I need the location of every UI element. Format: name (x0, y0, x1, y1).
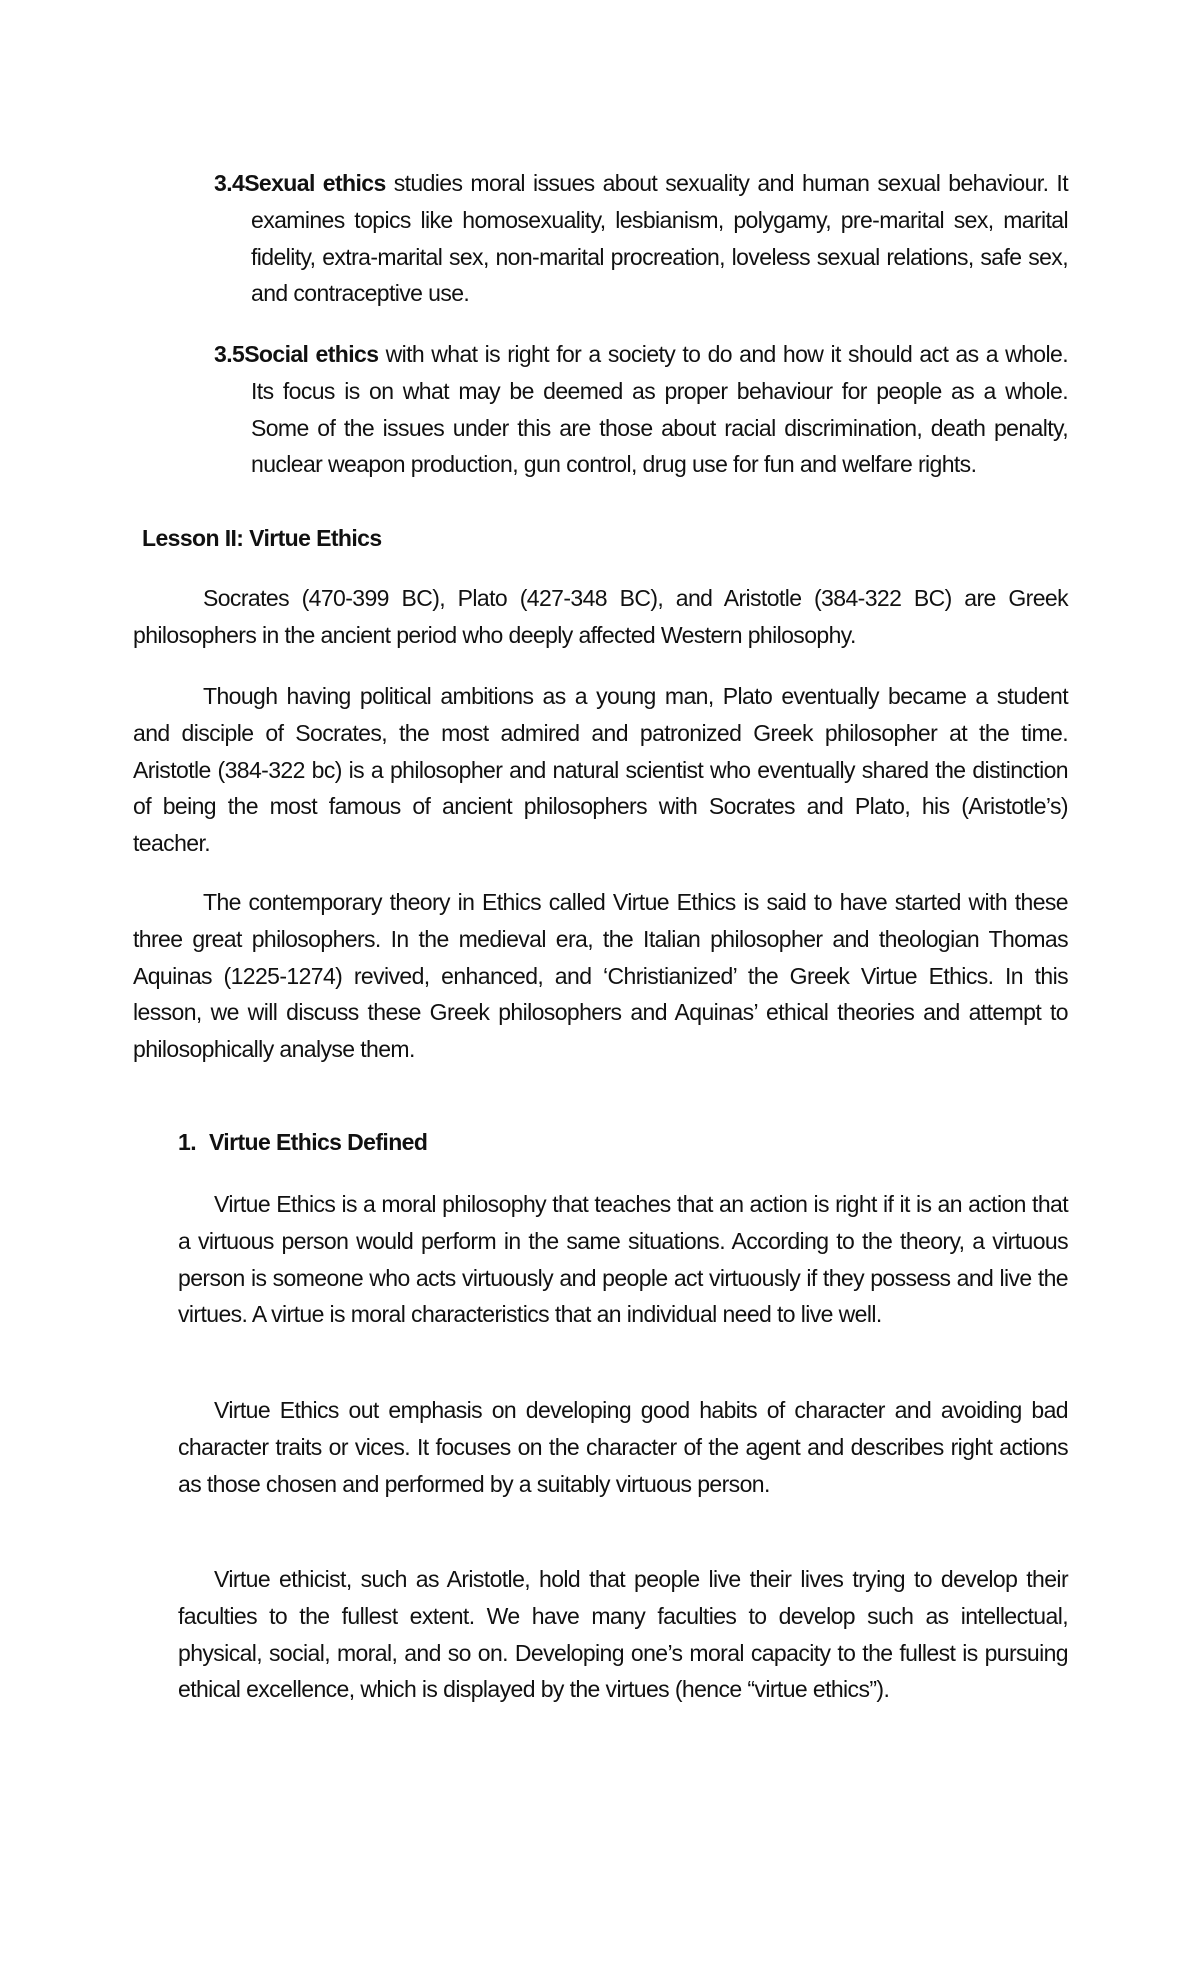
paragraph-plato-aristotle: Though having political ambitions as a young man, Plato eventually became a student and disciple of Socrates, the most admired and patronized Greek philosopher at the time. Aristotle (384-322 bc) is a philosopher and natural scientist who eventually shared the distinction of being the most famous of ancient philosophers with Socrates and Plato, his (Aristotle’s) teacher. (133, 683, 1068, 857)
paragraph-good-habits: Virtue Ethics out emphasis on developing good habits of character and avoiding bad character traits or vices. It focuses on the character of the agent and describes right actions as those chosen and performed by a suitably virtuous person. (178, 1397, 1068, 1497)
paragraph-intro-philosophers: Socrates (470-399 BC), Plato (427-348 BC), and Aristotle (384-322 BC) are Greek philosophers in the ancient period who deeply affected Western philosophy. (133, 585, 1068, 648)
subsection-title: Virtue Ethics Defined (208, 1129, 428, 1155)
section-body: studies moral issues about sexuality and human sexual behaviour. It examines topics like homosexuality, lesbianism, polygamy, pre-marital sex, marital fidelity, extra-marital sex, non-marital procreation, loveless sexual relations, safe sex, and contraceptive use. (251, 170, 1069, 307)
section-term: Social ethics (244, 341, 379, 367)
paragraph-virtue-ethics-definition: Virtue Ethics is a moral philosophy that teaches that an action is right if it is an action that a virtuous person would perform in the same situations. According to the theory, a virtuous person is someone who acts virtuously and people act virtuously if they possess and live the virtues. A virtue is moral characteristics that an individual need to live well. (178, 1191, 1068, 1328)
paragraph-faculties: Virtue ethicist, such as Aristotle, hold that people live their lives trying to develop their faculties to the fullest extent. We have many faculties to develop such as intellectual, physical, social, moral, and so on. Developing one’s moral capacity to the fullest is pursuing ethical excellence, which is displayed by the virtues (hence “virtue ethics”). (178, 1566, 1068, 1703)
subsection-number: 1. (178, 1129, 196, 1155)
section-body: with what is right for a society to do and how it should act as a whole. Its focus is on what may be deemed as proper behaviour for people as a whole. Some of the issues under this are those about racial discrimination, death penalty, nuclear weapon production, gun control, drug use for fun and welfare rights. (251, 341, 1068, 478)
section-term: Sexual ethics (244, 170, 386, 196)
section-3-4-sexual-ethics (214, 165, 1068, 312)
subsection-heading (178, 1124, 427, 1161)
paragraph-contemporary-theory: The contemporary theory in Ethics called Virtue Ethics is said to have started with these three great philosophers. In the medieval era, the Italian philosopher and theologian Thomas Aquinas (1225-1274) revived, enhanced, and ‘Christianized’ the Greek Virtue Ethics. In this lesson, we will discuss these Greek philosophers and Aquinas’ ethical theories and attempt to philosophically analyse them. (133, 889, 1068, 1063)
section-number: 3.5 (214, 341, 245, 367)
section-3-5-social-ethics (214, 336, 1068, 483)
section-number: 3.4 (214, 170, 245, 196)
lesson-heading: Lesson II: Virtue Ethics (142, 525, 382, 551)
